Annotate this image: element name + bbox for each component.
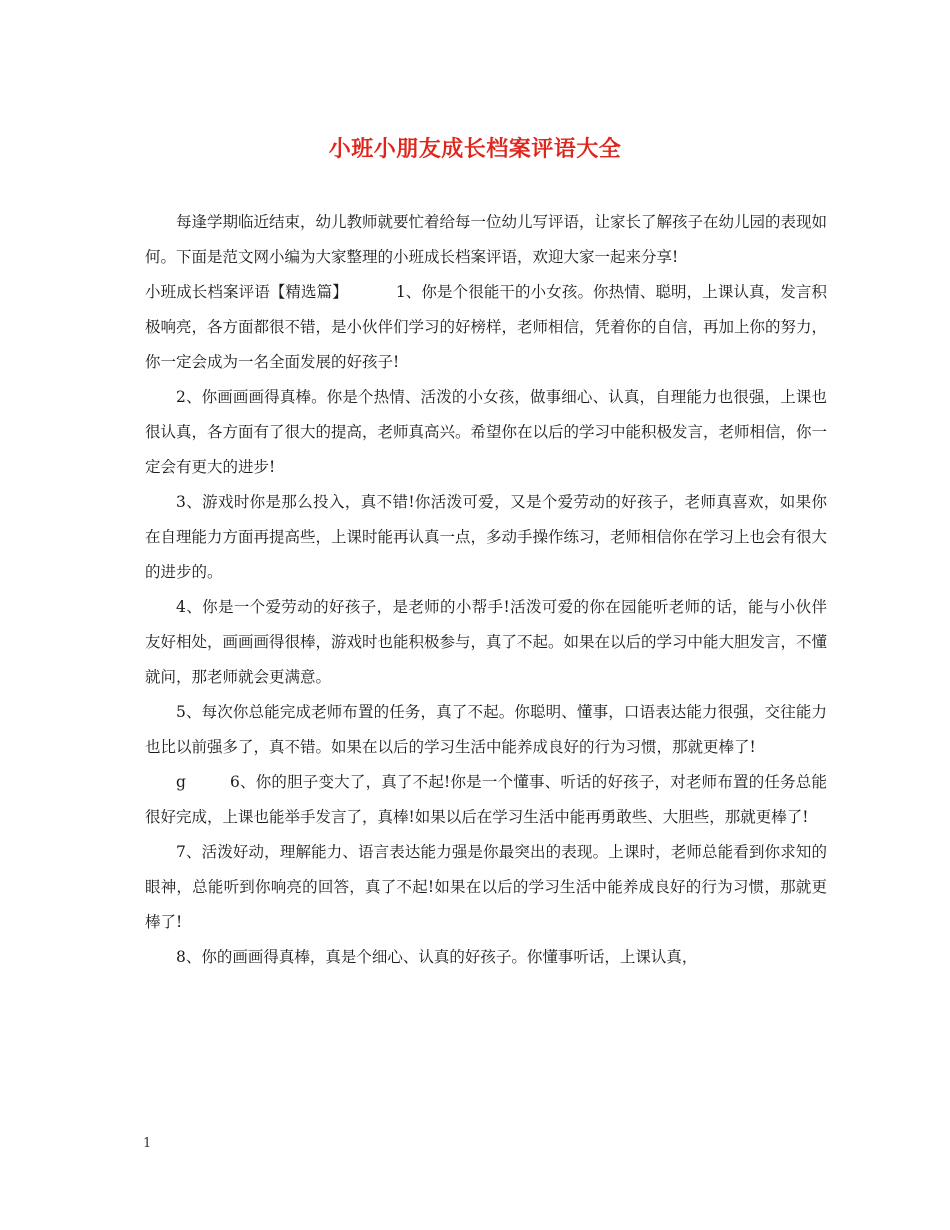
document-title: 小班小朋友成长档案评语大全 — [328, 136, 622, 162]
comment-2: 2、你画画画得真棒。你是个热情、活泼的小女孩，做事细心、认真，自理能力也很强，上课也很认真，各方面有了很大的提高，老师真高兴。希望你在以后的学习中能积极发言，老师相信，你一定会有更大的进步! — [145, 388, 828, 476]
comment-1: 1、你是个很能干的小女孩。你热情、聪明，上课认真，发言积极响亮，各方面都很不错，是小伙伴们学习的好榜样，老师相信，凭着你的自信，再加上你的努力，你一定会成为一名全面发展的好孩子! — [145, 283, 828, 371]
comment-6-paragraph — [145, 765, 827, 835]
intro-paragraph: 每逢学期临近结束，幼儿教师就要忙着给每一位幼儿写评语，让家长了解孩子在幼儿园的表现如何。下面是范文网小编为大家整理的小班成长档案评语，欢迎大家一起来分享! — [145, 213, 828, 266]
page-number: 1 — [143, 1136, 152, 1151]
comment-6: 6、你的胆子变大了，真了不起!你是一个懂事、听话的好孩子，对老师布置的任务总能很好完成，上课也能举手发言了，真棒!如果以后在学习生活中能再勇敢些、大胆些，那就更棒了! — [145, 773, 827, 826]
document-body — [145, 205, 827, 975]
section-heading: 小班成长档案评语【精选篇】 — [145, 283, 348, 301]
stray-mark: g — [176, 773, 186, 791]
comment-3: 3、游戏时你是那么投入，真不错!你活泼可爱，又是个爱劳动的好孩子，老师真喜欢，如果你在自理能力方面再提高些，上课时能再认真一点，多动手操作练习，老师相信你在学习上也会有很大的进步的。 — [145, 493, 828, 581]
comment-8: 8、你的画画得真棒，真是个细心、认真的好孩子。你懂事听话，上课认真， — [176, 948, 698, 966]
comment-7: 7、活泼好动，理解能力、语言表达能力强是你最突出的表现。上课时，老师总能看到你求知的眼神，总能听到你响亮的回答，真了不起!如果在以后的学习生活中能养成良好的行为习惯，那就更棒了! — [145, 843, 827, 931]
comment-4: 4、你是一个爱劳动的好孩子，是老师的小帮手!活泼可爱的你在园能听老师的话，能与小伙伴友好相处，画画画得很棒，游戏时也能积极参与，真了不起。如果在以后的学习中能大胆发言，不懂就问，那老师就会更满意。 — [145, 598, 828, 686]
comment-5: 5、每次你总能完成老师布置的任务，真了不起。你聪明、懂事，口语表达能力很强，交往能力也比以前强多了，真不错。如果在以后的学习生活中能养成良好的行为习惯，那就更棒了! — [145, 703, 827, 756]
section-paragraph-1 — [145, 275, 827, 380]
